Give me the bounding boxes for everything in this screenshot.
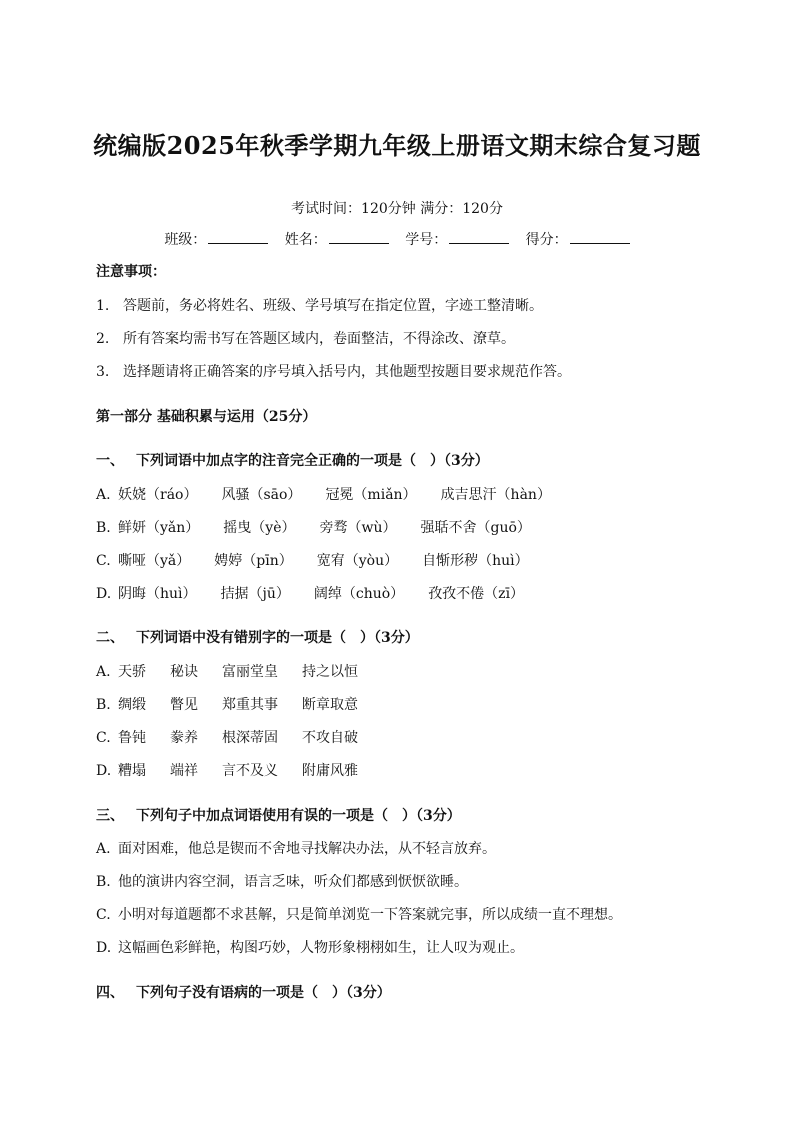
info-field-name: 姓名： (285, 232, 389, 248)
option-row: A. 面对困难，他总是锲而不舍地寻找解决办法，从不轻言放弃。 (96, 841, 496, 857)
score-blank (570, 231, 630, 244)
option-row: A. 妖娆（ráo） 风骚（sāo） 冠冕（miǎn） 成吉思汗（hàn） (96, 487, 551, 503)
page-title: 统编版2025年秋季学期九年级上册语文期末综合复习题 (93, 131, 701, 160)
question-stem: 一、 下列词语中加点字的注音完全正确的一项是（ ）（3分） (96, 453, 489, 469)
question-stem: 三、 下列句子中加点词语使用有误的一项是（ ）（3分） (96, 808, 461, 824)
option-row: C. 小明对每道题都不求甚解，只是简单浏览一下答案就完事，所以成绩一直不理想。 (96, 907, 622, 923)
option-row: C. 嘶哑（yǎ） 娉婷（pīn） 宽宥（yòu） 自惭形秽（huì） (96, 553, 529, 569)
option-row: B. 他的演讲内容空洞，语言乏味，听众们都感到恹恹欲睡。 (96, 874, 468, 890)
notice-item: 3. 选择题请将正确答案的序号填入括号内，其他题型按题目要求规范作答。 (96, 364, 571, 380)
name-blank (329, 231, 389, 244)
class-blank (208, 231, 268, 244)
option-row: B. 鲜妍（yǎn） 摇曳（yè） 旁骛（wù） 强聒不舍（guō） (96, 520, 531, 536)
info-field-score: 得分： (526, 232, 630, 248)
option-row: B. 绸缎 瞥见 郑重其事 断章取意 (96, 697, 358, 713)
notice-heading: 注意事项： (96, 264, 166, 280)
info-field-id: 学号： (405, 232, 509, 248)
part1-heading: 第一部分 基础积累与运用（25分） (96, 409, 317, 425)
option-row: D. 糟塌 端祥 言不及义 附庸风雅 (96, 763, 358, 779)
option-row: D. 阴晦（huì） 拮据（jū） 阔绰（chuò） 孜孜不倦（zī） (96, 586, 525, 602)
student-info-line (0, 229, 794, 249)
question-stem: 四、 下列句子没有语病的一项是（ ）（3分） (96, 985, 391, 1001)
info-field-class: 班级： (164, 232, 268, 248)
option-row: A. 天骄 秘诀 富丽堂皇 持之以恒 (96, 664, 358, 680)
notice-item: 1. 答题前，务必将姓名、班级、学号填写在指定位置，字迹工整清晰。 (96, 298, 543, 314)
exam-meta: 考试时间：120分钟 满分：120分 (291, 201, 503, 217)
notice-item: 2. 所有答案均需书写在答题区域内，卷面整洁，不得涂改、潦草。 (96, 331, 515, 347)
option-row: D. 这幅画色彩鲜艳，构图巧妙，人物形象栩栩如生，让人叹为观止。 (96, 940, 524, 956)
id-blank (449, 231, 509, 244)
option-row: C. 鲁钝 豢养 根深蒂固 不攻自破 (96, 730, 358, 746)
question-stem: 二、 下列词语中没有错别字的一项是（ ）（3分） (96, 630, 419, 646)
